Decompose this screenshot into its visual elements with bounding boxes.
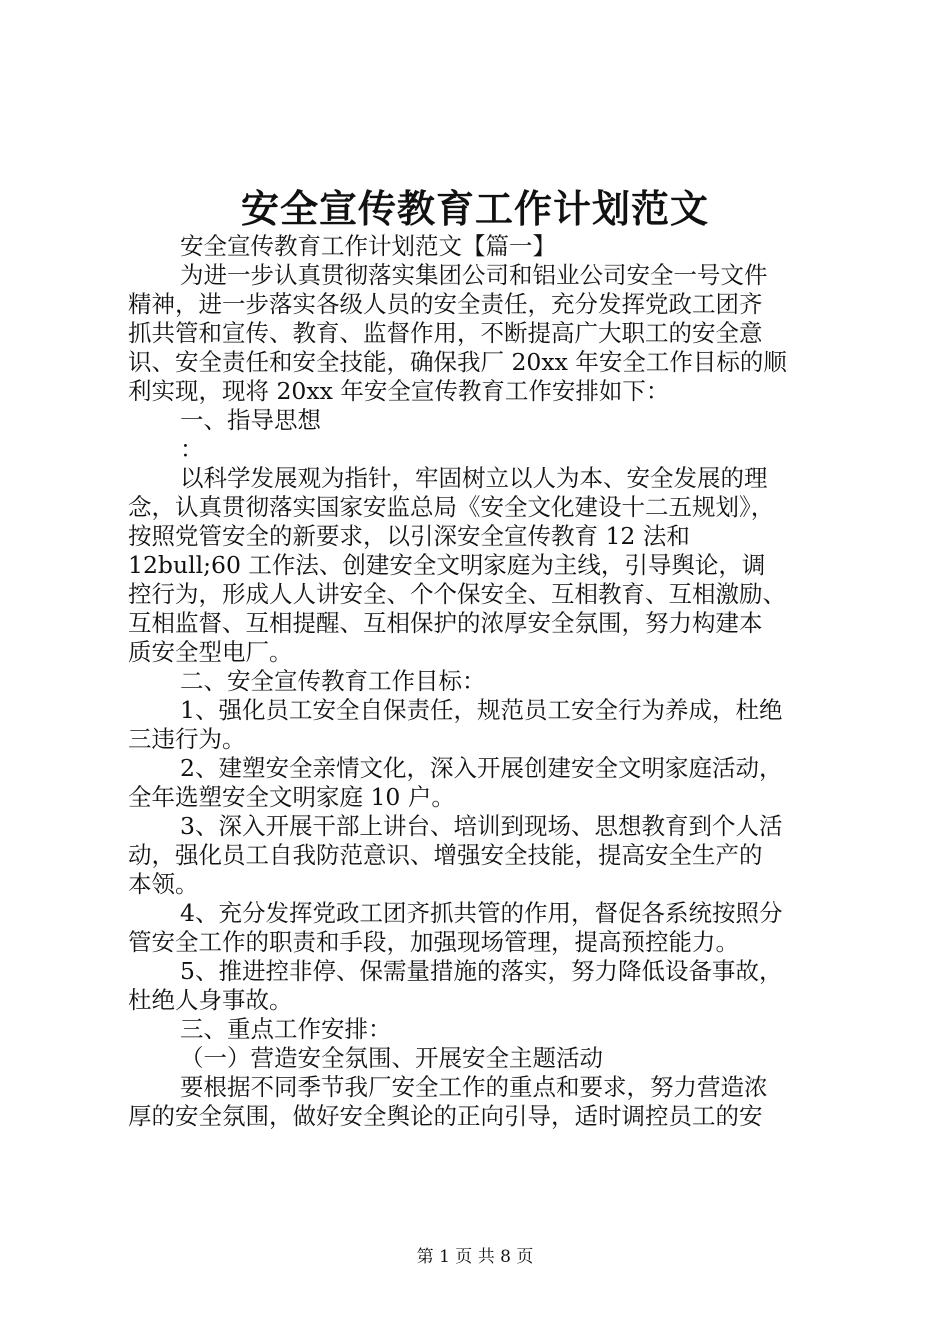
body-line: 识、安全责任和安全技能，确保我厂 20xx 年安全工作目标的顺 xyxy=(128,348,787,376)
body-line: 二、安全宣传教育工作目标： xyxy=(180,667,486,695)
body-line: 1、强化员工安全自保责任，规范员工安全行为养成，杜绝 xyxy=(180,696,783,724)
body-line: 三违行为。 xyxy=(128,725,246,753)
body-line: 利实现，现将 20xx 年安全宣传教育工作安排如下： xyxy=(128,377,670,405)
body-line: 管安全工作的职责和手段，加强现场管理，提高预控能力。 xyxy=(128,928,739,956)
body-line: 4、充分发挥党政工团齐抓共管的作用，督促各系统按照分 xyxy=(180,899,783,927)
body-line: 三、重点工作安排： xyxy=(180,1015,392,1043)
body-line: 2、建塑安全亲情文化，深入开展创建安全文明家庭活动， xyxy=(180,754,783,782)
body-line: ： xyxy=(180,435,204,463)
body-line: 3、深入开展干部上讲台、培训到现场、思想教育到个人活 xyxy=(180,812,783,840)
body-line: 质安全型电厂。 xyxy=(128,638,293,666)
body-line: 为进一步认真贯彻落实集团公司和铝业公司安全一号文件 xyxy=(180,261,768,289)
body-line: 念，认真贯彻落实国家安监总局《安全文化建设十二五规划》， xyxy=(128,493,775,521)
body-line: 本领。 xyxy=(128,870,199,898)
body-line: 杜绝人身事故。 xyxy=(128,986,293,1014)
body-line: 以科学发展观为指针，牢固树立以人为本、安全发展的理 xyxy=(180,464,768,492)
body-line: 互相监督、互相提醒、互相保护的浓厚安全氛围，努力构建本 xyxy=(128,609,763,637)
body-line: 全年选塑安全文明家庭 10 户。 xyxy=(128,783,455,811)
body-line: 按照党管安全的新要求，以引深安全宣传教育 12 法和 xyxy=(128,522,690,550)
document-body xyxy=(128,232,828,1131)
body-line: 12bull;60 工作法、创建安全文明家庭为主线，引导舆论，调 xyxy=(128,551,766,579)
body-line: 动，强化员工自我防范意识、增强安全技能，提高安全生产的 xyxy=(128,841,763,869)
body-line: 控行为，形成人人讲安全、个个保安全、互相教育、互相激励、 xyxy=(128,580,786,608)
body-line: 抓共管和宣传、教育、监督作用，不断提高广大职工的安全意 xyxy=(128,319,763,347)
body-line: 5、推进控非停、保需量措施的落实，努力降低设备事故， xyxy=(180,957,783,985)
body-line: 安全宣传教育工作计划范文【篇一】 xyxy=(180,232,556,260)
document-title: 安全宣传教育工作计划范文 xyxy=(240,186,709,231)
body-line: 一、指导思想 xyxy=(180,406,321,434)
body-line: 厚的安全氛围，做好安全舆论的正向引导，适时调控员工的安 xyxy=(128,1102,763,1130)
body-line: 要根据不同季节我厂安全工作的重点和要求，努力营造浓 xyxy=(180,1073,768,1101)
body-line: 精神，进一步落实各级人员的安全责任，充分发挥党政工团齐 xyxy=(128,290,763,318)
body-line: （一）营造安全氛围、开展安全主题活动 xyxy=(180,1044,603,1072)
page-footer: 第 1 页 共 8 页 xyxy=(416,1247,534,1267)
